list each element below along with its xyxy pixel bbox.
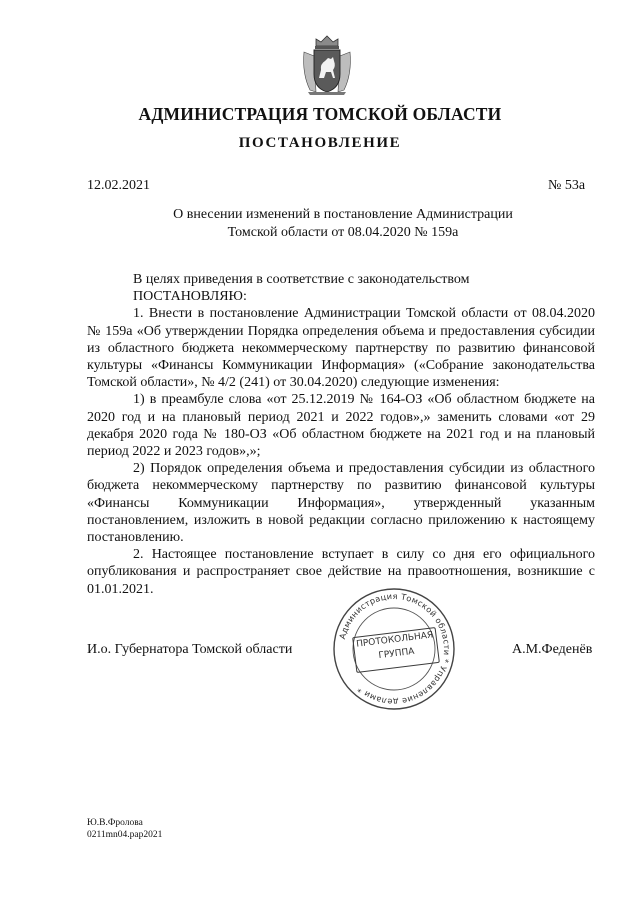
clause-1: 1. Внести в постановление Администрации Томской области от 08.04.2020 № 159а «Об утверждении Порядка определения объема и предоставления субсидии из областного бюджета некоммерческому партнерству по развитию финансовой культуры «Финансы Коммуникации Информация» («Собрание законодательства Томской области», № 4/2 (241) от 30.04.2020) следующие изменения: [87, 306, 595, 391]
document-number: № 53а [548, 178, 586, 193]
document-body [87, 271, 595, 598]
clause-2: 2. Настоящее постановление вступает в силу со дня его официального опубликования и распространяет свое действие на правоотношения, возникшие с 01.01.2021. [87, 547, 595, 597]
clause-1-2: 2) Порядок определения объема и предоставления субсидии из областного бюджета некоммерческому партнерству по развитию финансовой культуры «Финансы Коммуникации Информация», утвержденный указанным постановлением, изложить в новой редакции согласно приложению к настоящему постановлению. [87, 461, 595, 546]
clause-1-1: 1) в преамбуле слова «от 25.12.2019 № 164-ОЗ «Об областном бюджете на 2020 год и на плановый период 2021 и 2022 годов»,» заменить словами «от 29 декабря 2020 года № 180-ОЗ «Об областном бюджете на 2021 год и на плановый период 2022 и 2023 годов»,»; [87, 392, 595, 460]
stamp-line: ПРОТОКОЛЬНАЯ [355, 630, 434, 650]
organization-title: АДМИНИСТРАЦИЯ ТОМСКОЙ ОБЛАСТИ [138, 104, 502, 124]
document-date: 12.02.2021 [87, 178, 150, 193]
stamp-ring-text: Администрация Томской области * Управление делами * [337, 590, 453, 708]
preamble: В целях приведения в соответствие с законодательством [133, 272, 470, 287]
subject-line: О внесении изменений в постановление Администрации [173, 207, 513, 222]
file-reference: 0211mn04.pap2021 [87, 830, 163, 840]
stamp-line: ГРУППА [377, 646, 416, 662]
coat-of-arms-icon [300, 34, 354, 96]
document-subject [0, 206, 640, 242]
signatory-title: И.о. Губернатора Томской области [87, 642, 293, 657]
executor-name: Ю.В.Фролова [87, 818, 143, 828]
subject-line: Томской области от 08.04.2020 № 159а [227, 225, 459, 240]
signatory-name: А.М.Феденёв [512, 642, 593, 657]
decree-word: ПОСТАНОВЛЯЮ: [133, 289, 247, 305]
document-type: ПОСТАНОВЛЕНИЕ [238, 135, 402, 151]
